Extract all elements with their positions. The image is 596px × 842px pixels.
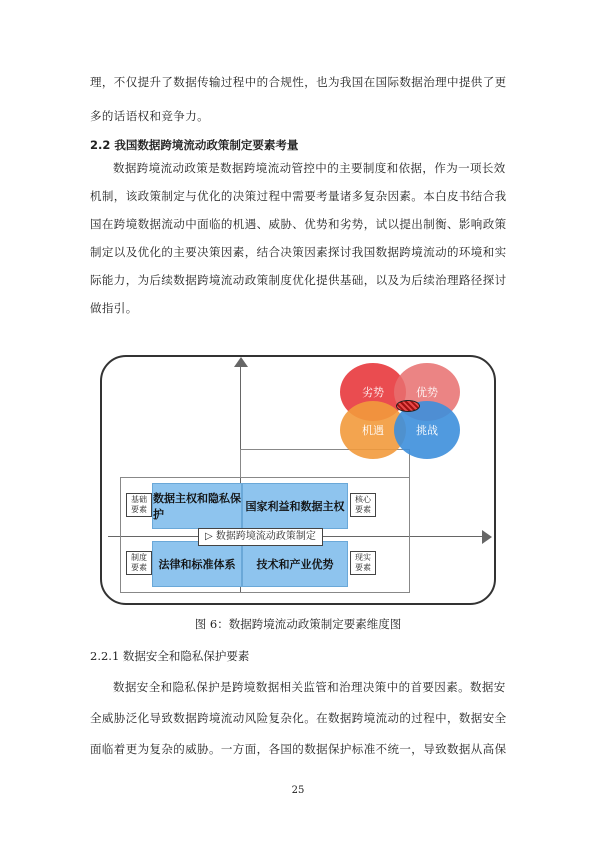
policy-making-center-label: ▷ 数据跨境流动政策制定 (198, 528, 323, 546)
institutional-factor-label: 制度要素 (126, 551, 152, 575)
basic-factor-label: 基础要素 (126, 493, 152, 517)
quadrant-national-interest: 国家利益和数据主权 (242, 483, 348, 529)
body-line: 面临着更为复杂的威胁。一方面，各国的数据保护标准不统一，导致数据从高保 (90, 742, 507, 756)
vertical-axis-arrow (234, 357, 248, 367)
policy-factor-diagram (100, 355, 496, 605)
section-heading: 2.2 我国数据跨境流动政策制定要素考量 (90, 138, 299, 152)
body-line: 数据跨境流动政策是数据跨境流动管控中的主要制度和依据，作为一项长效 (113, 161, 506, 175)
body-line: 制定以及优化的主要决策因素，结合决策因素探讨我国数据跨境流动的环境和实 (90, 245, 507, 259)
intersection-marker (396, 400, 420, 412)
body-line: 全威胁泛化导致数据跨境流动风险复杂化。在数据跨境流动的过程中，数据安全 (90, 711, 507, 725)
figure-caption: 图 6：数据跨境流动政策制定要素维度图 (194, 617, 402, 631)
reality-factor-label: 现实要素 (350, 551, 376, 575)
quadrant-law-standards: 法律和标准体系 (152, 541, 242, 587)
strength-label: 优势 (416, 386, 438, 399)
page-number: 25 (291, 785, 305, 796)
body-line: 际能力，为后续数据跨境流动政策制度优化提供基础，以及为后续治理路径探讨 (90, 273, 507, 287)
quadrant-technology-industry: 技术和产业优势 (242, 541, 348, 587)
opportunity-label: 机遇 (362, 424, 384, 437)
body-line: 多的话语权和竞争力。 (90, 109, 209, 123)
quadrant-data-sovereignty-privacy: 数据主权和隐私保护 (152, 483, 242, 529)
subsection-heading: 2.2.1 数据安全和隐私保护要素 (90, 649, 250, 663)
body-line: 国在跨境数据流动中面临的机遇、威胁、优势和劣势，试以提出制衡、影响政策 (90, 217, 507, 231)
horizontal-axis-arrow (482, 530, 492, 544)
body-line: 数据安全和隐私保护是跨境数据相关监管和治理决策中的首要因素。数据安 (113, 680, 506, 694)
challenge-label: 挑战 (416, 424, 438, 437)
core-factor-label: 核心要素 (350, 493, 376, 517)
body-line: 理，不仅提升了数据传输过程中的合规性，也为我国在国际数据治理中提供了更 (90, 75, 507, 89)
weakness-label: 劣势 (362, 386, 384, 399)
body-line: 做指引。 (90, 301, 138, 315)
body-line: 机制，该政策制定与优化的决策过程中需要考量诸多复杂因素。本白皮书结合我 (90, 189, 507, 203)
